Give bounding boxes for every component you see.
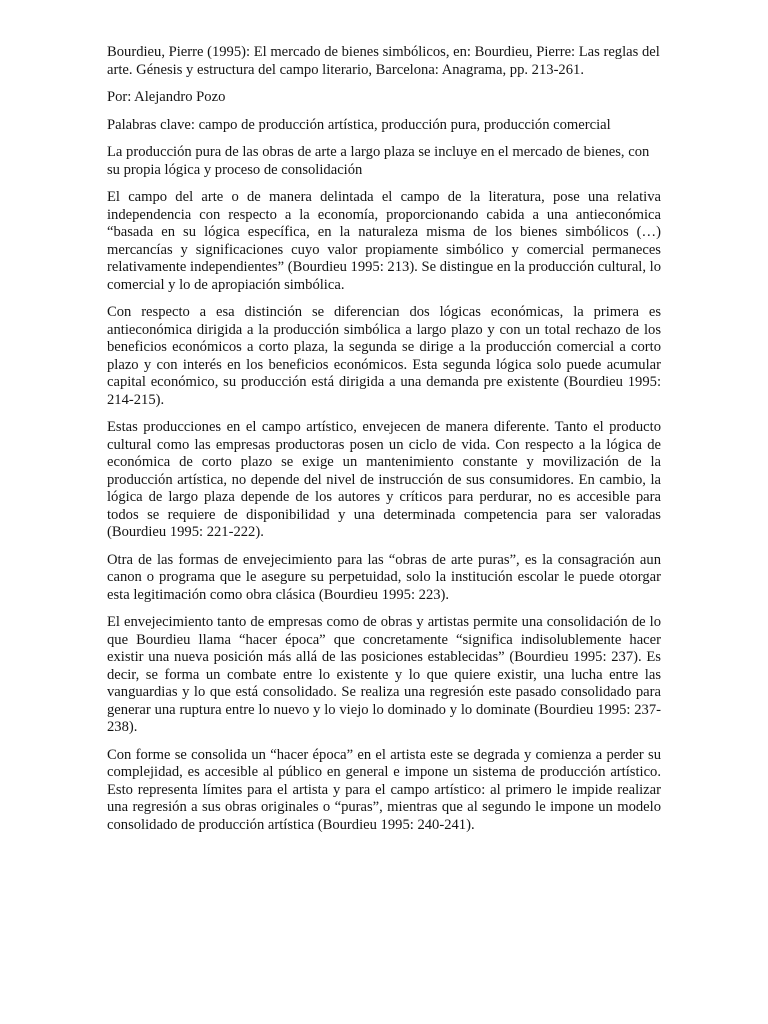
paragraph-3: Con respecto a esa distinción se diferencian dos lógicas económicas, la primera es antieconómica dirigida a la producción simbólica a largo plazo y con un total rechazo de los beneficios económicos a corto plaza, la segunda se dirige a la producción comercial a corto plazo y con interés en los beneficios económicos. Esta segunda lógica solo puede acumular capital económico, su producción está dirigida a una demanda pre existente (Bourdieu 1995: 214-215).	[107, 304, 661, 408]
citation: Bourdieu, Pierre (1995): El mercado de bienes simbólicos, en: Bourdieu, Pierre: Las reglas del arte. Génesis y estructura del campo literario, Barcelona: Anagrama, pp. 213-261.	[107, 44, 660, 78]
keywords: Palabras clave: campo de producción artística, producción pura, producción comercial	[107, 116, 611, 133]
author-line: Por: Alejandro Pozo	[107, 89, 226, 105]
paragraph-2: El campo del arte o de manera delintada el campo de la literatura, pose una relativa independencia con respecto a la economía, proporcionando cabida a una antieconómica “basada en su lógica específica, en la naturaleza misma de los bienes simbólicos (…) mercancías y significaciones cuyo valor propiamente simbólico y comercial permaneces relativamente independientes” (Bourdieu 1995: 213). Se distingue en la producción cultural, lo comercial y lo de apropiación simbólica.	[107, 189, 661, 293]
document-page	[107, 44, 661, 844]
paragraph-4: Estas producciones en el campo artístico, envejecen de manera diferente. Tanto el producto cultural como las empresas productoras posen un ciclo de vida. Con respecto a la lógica de económica de corto plazo se exige un mantenimiento constante y movilización de la producción artística, no depende del nivel de instrucción de sus consumidores. En cambio, la lógica de largo plaza depende de los autores y críticos para perdurar, no es accesible para todos se requiere de disponibilidad y una determinada competencia para ser valoradas (Bourdieu 1995: 221-222).	[107, 419, 661, 540]
paragraph-5: Otra de las formas de envejecimiento para las “obras de arte puras”, es la consagración aun canon o programa que le asegure su perpetuidad, solo la institución escolar le puede otorgar esta legitimación como obra clásica (Bourdieu 1995: 223).	[107, 551, 661, 603]
paragraph-1: La producción pura de las obras de arte a largo plaza se incluye en el mercado de bienes, con su propia lógica y proceso de consolidación	[107, 144, 650, 178]
paragraph-7: Con forme se consolida un “hacer época” en el artista este se degrada y comienza a perder su complejidad, es accesible al público en general e impone un sistema de producción artístico. Esto representa límites para el artista y para el campo artístico: al primero le impide realizar una regresión a sus obras originales o “puras”, mientras que al segundo le impone un modelo consolidado de producción artística (Bourdieu 1995: 240-241).	[107, 746, 661, 833]
paragraph-6: El envejecimiento tanto de empresas como de obras y artistas permite una consolidación de lo que Bourdieu llama “hacer época” que concretamente “significa indisolublemente hacer existir una nueva posición más allá de las posiciones establecidas” (Bourdieu 1995: 237). Es decir, se forma un combate entre lo existente y lo que quiere existir, una lucha entre las vanguardias y lo que está consolidado. Se realiza una regresión este pasado consolidado para generar una ruptura entre lo nuevo y lo viejo lo dominado y lo dominate (Bourdieu 1995: 237- 238).	[107, 614, 661, 735]
